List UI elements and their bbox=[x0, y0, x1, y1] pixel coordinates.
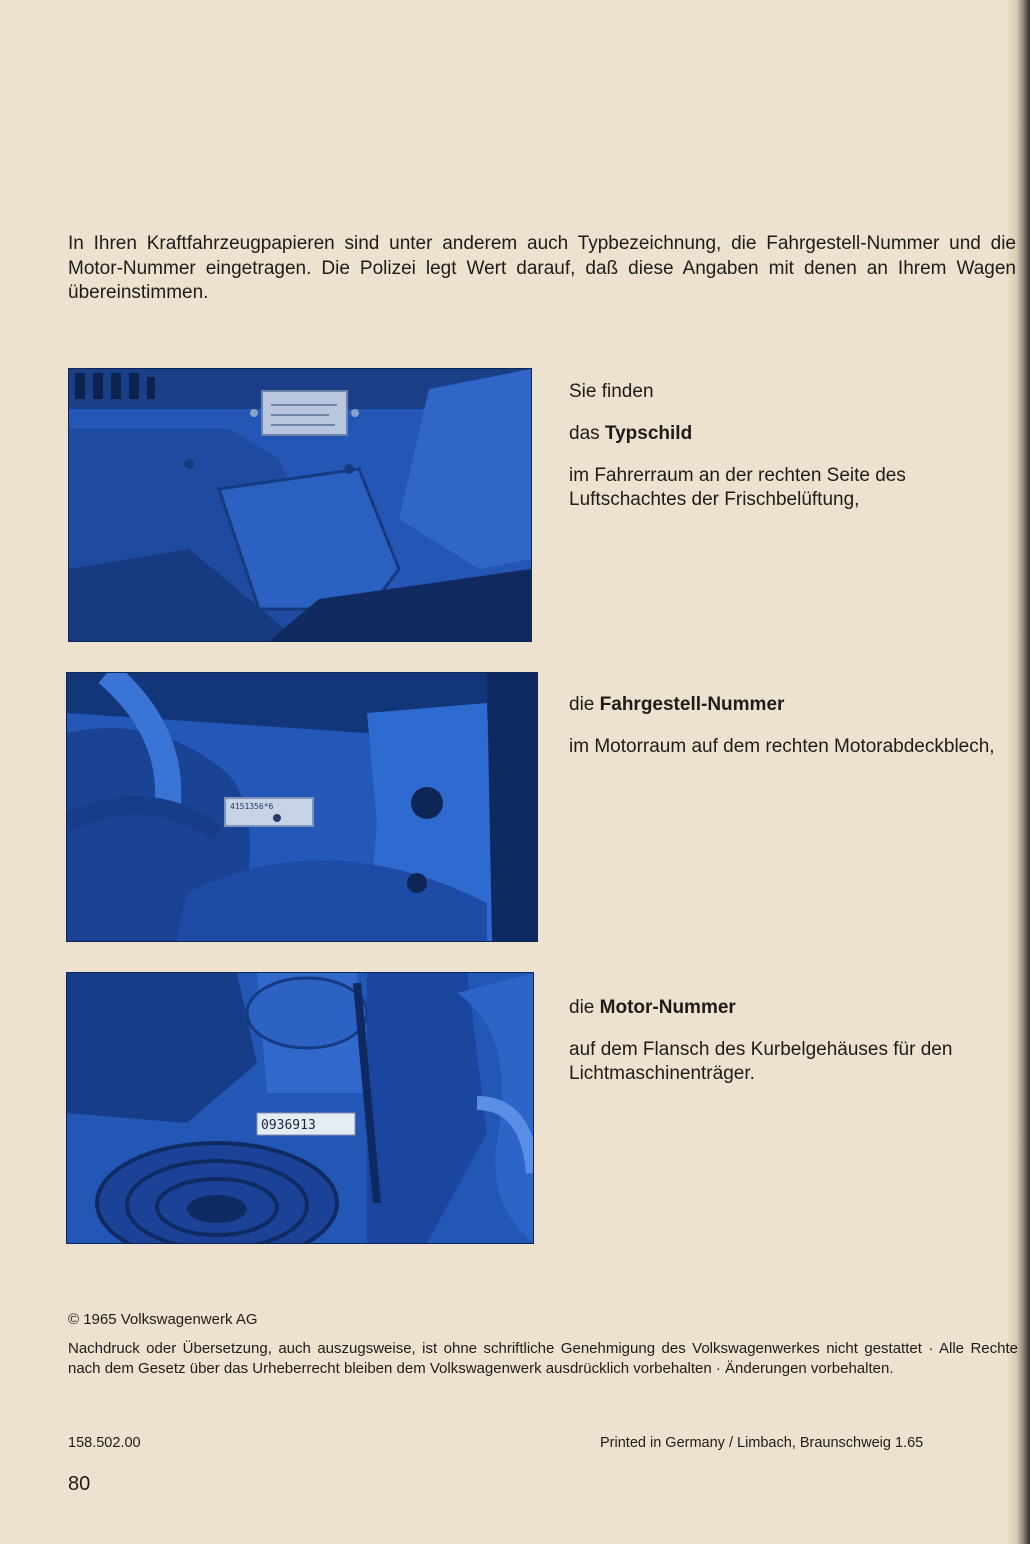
fahrgestell-description bbox=[569, 693, 1019, 759]
fahrgestell-location: im Motorraum auf dem rechten Motorabdeckblech, bbox=[569, 736, 995, 757]
fahrgestell-heading: die Fahrgestell-Nummer bbox=[569, 694, 785, 715]
photo-fahrgestell-nummer bbox=[66, 672, 538, 942]
motor-heading: die Motor-Nummer bbox=[569, 997, 736, 1018]
photo-motor-nummer bbox=[66, 972, 534, 1244]
chassis-plate-number: 4151356*6 bbox=[230, 802, 274, 811]
page-number: 80 bbox=[68, 1473, 91, 1495]
legal-notice: Nachdruck oder Übersetzung, auch auszugsweise, ist ohne schriftliche Genehmigung des Volkswagenwerkes nicht gestattet · Alle Rechte nach dem Gesetz über das Urheberrecht bleiben dem Volkswagenwerk ausdrücklich vorbehalten · Änderungen vorbehalten. bbox=[68, 1340, 1018, 1377]
typschild-heading: das Typschild bbox=[569, 423, 693, 444]
motor-location: auf dem Flansch des Kurbelgehäuses für den Lichtmaschinenträger. bbox=[569, 1039, 953, 1084]
lead-text: Sie finden bbox=[569, 381, 654, 402]
publication-code: 158.502.00 bbox=[68, 1435, 141, 1451]
typschild-location: im Fahrerraum an der rechten Seite des Luftschachtes der Frischbelüftung, bbox=[569, 465, 906, 510]
intro-paragraph: In Ihren Kraftfahrzeugpapieren sind unter anderem auch Typbezeichnung, die Fahrgestell-Nummer und die Motor-Nummer eingetragen. Die Polizei legt Wert darauf, daß diese Angaben mit denen an Ihrem Wagen übereinstimmen. bbox=[68, 233, 1016, 303]
photo-typschild bbox=[68, 368, 532, 642]
engine-number-label: 0936913 bbox=[261, 1118, 316, 1133]
printer-imprint: Printed in Germany / Limbach, Braunschweig 1.65 bbox=[600, 1435, 924, 1451]
copyright-notice: © 1965 Volkswagenwerk AG bbox=[68, 1311, 258, 1328]
typschild-description bbox=[569, 380, 1019, 512]
motor-description bbox=[569, 996, 1019, 1086]
